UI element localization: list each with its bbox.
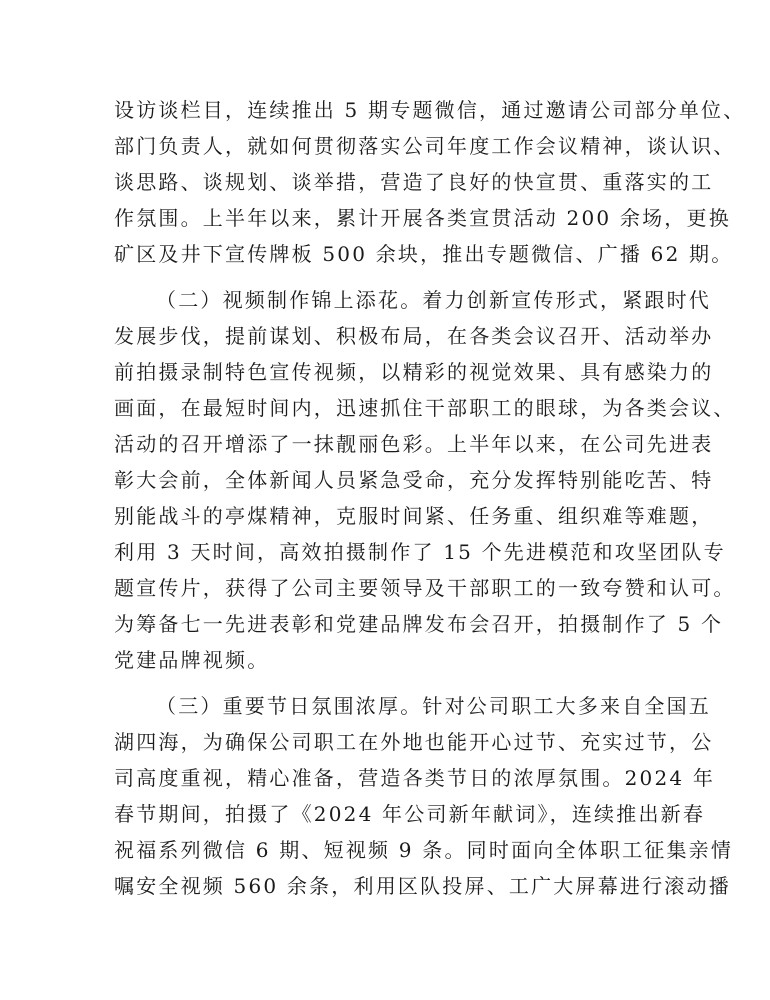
paragraph-heading-line: （二）视频制作锦上添花。着力创新宣传形式，紧跟时代 <box>156 288 711 312</box>
text-line: 矿区及井下宣传牌板 500 余块，推出专题微信、广播 62 期。 <box>114 242 734 266</box>
text-line: 别能战斗的亭煤精神，克服时间紧、任务重、组织难等难题， <box>114 504 714 528</box>
text-line: 前拍摄录制特色宣传视频，以精彩的视觉效果、具有感染力的 <box>114 360 714 384</box>
paragraph-heading-line: （三）重要节日氛围浓厚。针对公司职工大多来自全国五 <box>156 694 711 718</box>
text-line: 设访谈栏目，连续推出 5 期专题微信，通过邀请公司部分单位、 <box>114 98 746 122</box>
text-line: 党建品牌视频。 <box>114 648 270 672</box>
text-line: 活动的召开增添了一抹靓丽色彩。上半年以来，在公司先进表 <box>114 432 714 456</box>
text-line: 湖四海，为确保公司职工在外地也能开心过节、充实过节，公 <box>114 730 714 754</box>
text-line: 嘱安全视频 560 余条，利用区队投屏、工广大屏幕进行滚动播 <box>114 874 731 898</box>
text-line: 为筹备七一先进表彰和党建品牌发布会召开，拍摄制作了 5 个 <box>114 612 724 636</box>
text-line: 谈思路、谈规划、谈举措，营造了良好的快宣贯、重落实的工 <box>114 170 714 194</box>
text-line: 作氛围。上半年以来，累计开展各类宣贯活动 200 余场，更换 <box>114 206 731 230</box>
text-line: 司高度重视，精心准备，营造各类节日的浓厚氛围。2024 年 <box>114 766 716 790</box>
text-line: 祝福系列微信 6 期、短视频 9 条。同时面向全体职工征集亲情 <box>114 838 734 862</box>
text-line: 春节期间，拍摄了《2024 年公司新年献词》，连续推出新春 <box>114 802 706 826</box>
text-line: 画面，在最短时间内，迅速抓住干部职工的眼球，为各类会议、 <box>114 396 736 420</box>
text-line: 利用 3 天时间，高效拍摄制作了 15 个先进模范和攻坚团队专 <box>114 540 726 564</box>
text-line: 部门负责人，就如何贯彻落实公司年度工作会议精神，谈认识、 <box>114 134 736 158</box>
text-line: 彰大会前，全体新闻人员紧急受命，充分发挥特别能吃苦、特 <box>114 468 714 492</box>
text-line: 题宣传片，获得了公司主要领导及干部职工的一致夸赞和认可。 <box>114 576 736 600</box>
text-line: 发展步伐，提前谋划、积极布局，在各类会议召开、活动举办 <box>114 324 714 348</box>
